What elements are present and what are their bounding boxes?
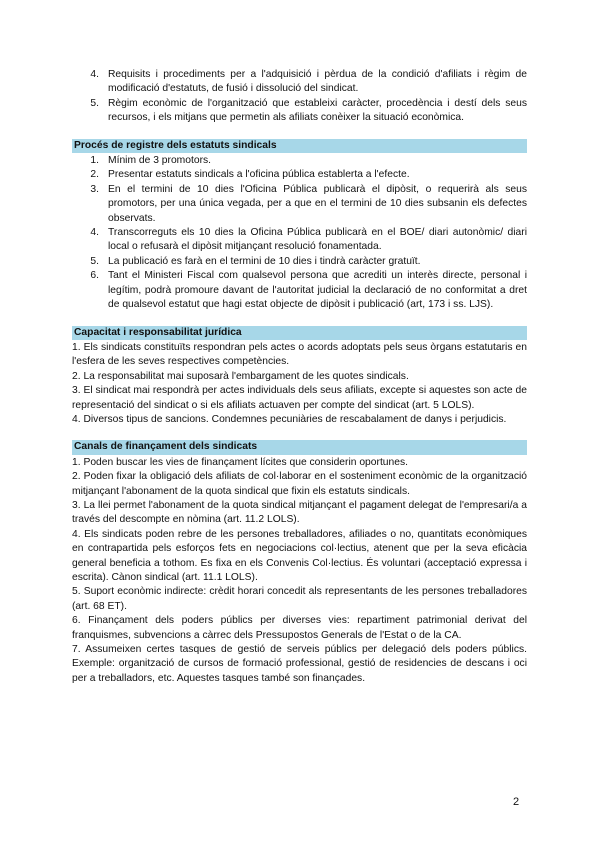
paragraph: 1. Els sindicats constituïts respondran pels actes o acords adoptats pels seus òrgans estatutaris en l'esfera de les seves respectives competències.	[72, 341, 527, 368]
list-item: 3. En el termini de 10 dies l'Oficina Pública publicarà el dipòsit, o requerirà als seus promotors, per una única vegada, per a que en el termini de 10 dies subsanin els defectes observats.	[90, 183, 527, 224]
section-heading-registre: Procés de registre dels estatuts sindicals	[72, 139, 527, 153]
list-item: 6. Tant el Ministeri Fiscal com qualsevol persona que acrediti un interès directe, personal i legítim, podrà promoure davant de l'autoritat judicial la declaració de no conformitat a dret de qualsevol estatut que hagi estat objecte de dipòsit i publicació (art, 173 i ss. LJS).	[90, 270, 527, 311]
page-content	[72, 68, 527, 686]
list-item: 5. Règim econòmic de l'organització que estableixi caràcter, procedència i destí dels seus recursos, i els mitjans que permetin als afiliats conèixer la situació econòmica.	[90, 97, 527, 124]
intro-list	[72, 68, 527, 126]
page-number: 2	[513, 796, 520, 808]
list-item: 1. Mínim de 3 promotors.	[90, 155, 212, 167]
paragraph: 4. Diversos tipus de sancions. Condemnes pecuniàries de rescabalament de danys i perjudicis.	[72, 413, 507, 425]
paragraph: 2. La responsabilitat mai suposarà l'embargament de les quotes sindicals.	[72, 370, 409, 382]
section-heading-capacitat: Capacitat i responsabilitat jurídica	[72, 326, 527, 340]
list-item: 5. La publicació es farà en el termini de 10 dies i tindrà caràcter gratuït.	[90, 255, 421, 267]
paragraph: 5. Suport econòmic indirecte: crèdit horari concedit als representants de les persones treballadores (art. 68 ET).	[72, 586, 527, 612]
paragraph: 3. La llei permet l'abonament de la quota sindical mitjançant el pagament delegat de l'empresari/a a través del descompte en nòmina (art. 11.2 LOLS).	[72, 499, 527, 526]
list-item: 2. Presentar estatuts sindicals a l'oficina pública establerta a l'efecte.	[90, 169, 410, 181]
paragraph: 3. El sindicat mai respondrà per actes individuals dels seus afiliats, excepte si aquestes son acte de representació del sindicat o si els afiliats actuaven per compte del sindicat (art. 5 LOLS).	[72, 385, 527, 411]
registre-list	[72, 154, 527, 312]
list-item: 4. Requisits i procediments per a l'adquisició i pèrdua de la condició d'afiliats i règim de modificació d'estatuts, de fusió i dissolució del sindicat.	[90, 69, 527, 95]
paragraph: 7. Assumeixen certes tasques de gestió de serveis públics per delegació dels poders públics. Exemple: organització de cursos de formació professional, gestió de residencies de descans i oci per a treballadors, etc. Aquestes tasques també son finançades.	[72, 644, 527, 684]
section-heading-financament: Canals de finançament dels sindicats	[72, 440, 527, 454]
paragraph: 1. Poden buscar les vies de finançament lícites que considerin oportunes.	[72, 456, 408, 468]
paragraph: 6. Finançament dels poders públics per diverses vies: repartiment patrimonial derivat del franquismes, subvencions a càrrec dels Pressupostos Generals de l'Estat o de la CA.	[72, 615, 527, 641]
paragraph: 4. Els sindicats poden rebre de les persones treballadores, afiliades o no, quantitats econòmiques en contrapartida pels esforços fets en negociacions col·lectius, atenent que per la seva eficàcia general beneficia a tothom. Es fixa en els Convenis Col·lectius. És voluntari (acceptació expressa i escrita). Cànon sindical (art. 11.1 LOLS).	[72, 528, 527, 583]
list-item: 4. Transcorreguts els 10 dies la Oficina Pública publicarà en el BOE/ diari autonòmic/ diari local o refusarà el dipòsit mitjançant resolució fonamentada.	[90, 227, 527, 253]
paragraph: 2. Poden fixar la obligació dels afiliats de col·laborar en el sosteniment econòmic de la organització mitjançant l'abonament de la quota sindical que fixin els estatuts sindicals.	[72, 471, 527, 497]
